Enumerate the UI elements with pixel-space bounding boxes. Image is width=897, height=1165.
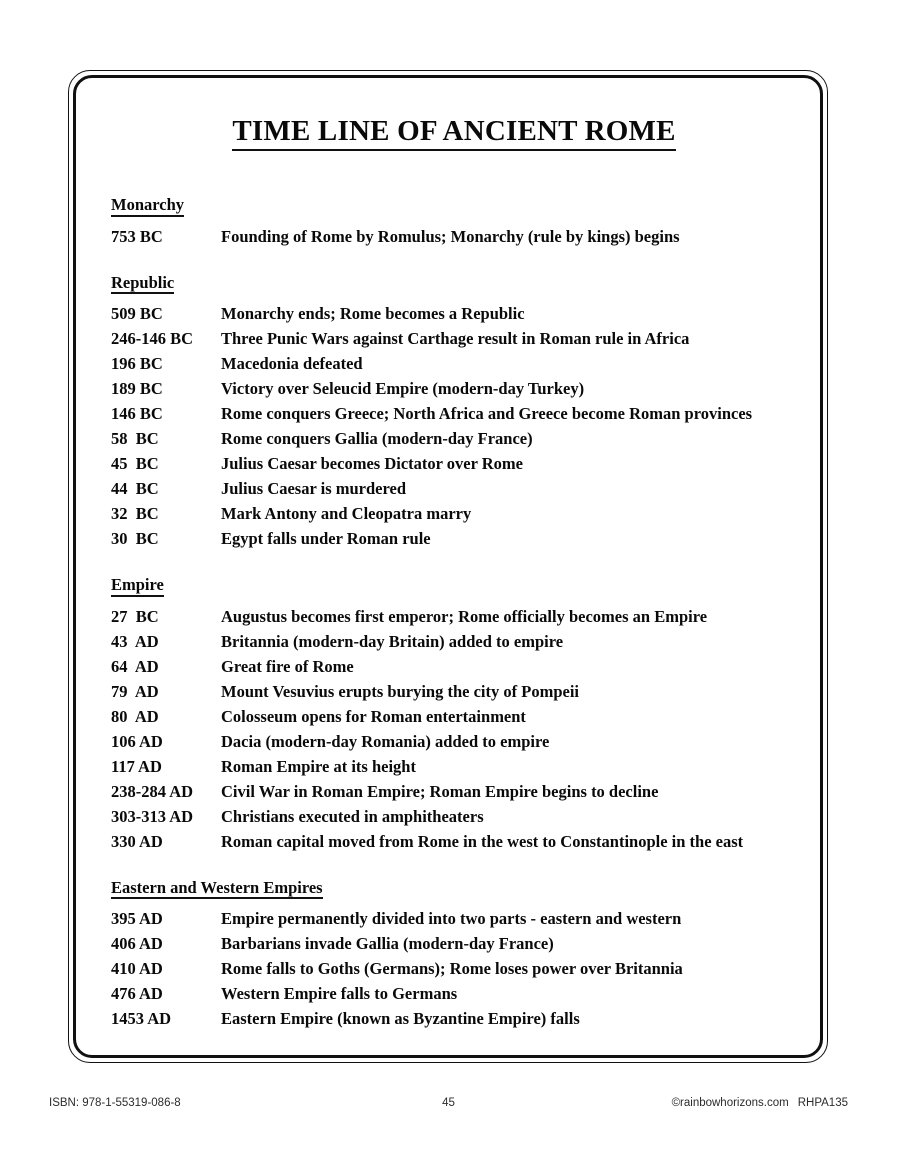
- timeline-entry: [111, 629, 799, 654]
- entry-description: Britannia (modern-day Britain) added to empire: [221, 631, 564, 651]
- entry-description: Macedonia defeated: [221, 354, 363, 373]
- entry-description: Egypt falls under Roman rule: [221, 529, 431, 548]
- timeline-entry: [111, 401, 799, 426]
- entry-year: 189 BC: [111, 379, 163, 398]
- footer-credit-site: ©rainbowhorizons.com: [671, 1097, 789, 1109]
- timeline-list: [109, 197, 799, 1031]
- entry-year: 30 BC: [111, 529, 159, 548]
- timeline-entry: [111, 679, 799, 704]
- page-title-text: TIME LINE OF ANCIENT ROME: [232, 115, 675, 151]
- entry-description: Empire permanently divided into two parts - eastern and western: [221, 909, 682, 928]
- timeline-entry: [111, 376, 799, 401]
- timeline-entry: [111, 729, 799, 754]
- entry-year: 32 BC: [111, 504, 159, 523]
- timeline-entry: [111, 604, 799, 629]
- entry-description: Christians executed in amphitheaters: [221, 806, 484, 826]
- section-heading: [111, 272, 799, 295]
- entry-description: Civil War in Roman Empire; Roman Empire begins to decline: [221, 781, 659, 801]
- timeline-entry: [111, 704, 799, 729]
- entry-description: Western Empire falls to Germans: [221, 984, 458, 1003]
- entry-year: 246-146 BC: [111, 329, 194, 348]
- timeline-entry: [111, 906, 799, 931]
- timeline-entry: [111, 326, 799, 351]
- entry-year: 238-284 AD: [111, 781, 194, 801]
- entry-year: 44 BC: [111, 479, 159, 498]
- page-content: [69, 71, 827, 1062]
- footer-isbn: ISBN: 978-1-55319-086-8: [49, 1097, 181, 1109]
- timeline-entry: [111, 476, 799, 501]
- timeline-entry: [111, 526, 799, 551]
- entry-year: 1453 AD: [111, 1009, 172, 1028]
- timeline-entry: [111, 1006, 799, 1031]
- entry-description: Barbarians invade Gallia (modern-day France): [221, 934, 554, 953]
- page-border-frame: [68, 70, 828, 1063]
- entry-description: Mark Antony and Cleopatra marry: [221, 504, 472, 523]
- section-heading-text: Republic: [111, 275, 174, 295]
- entry-description: Augustus becomes first emperor; Rome officially becomes an Empire: [221, 606, 708, 626]
- timeline-entry: [111, 301, 799, 326]
- page-title: [109, 115, 799, 153]
- entry-year: 196 BC: [111, 354, 163, 373]
- entry-year: 106 AD: [111, 731, 163, 751]
- entry-year: 410 AD: [111, 959, 163, 978]
- timeline-entry: [111, 426, 799, 451]
- footer-credit: [672, 1097, 848, 1109]
- entry-year: 406 AD: [111, 934, 163, 953]
- entry-description: Victory over Seleucid Empire (modern-day Turkey): [221, 379, 585, 398]
- timeline-section: [111, 197, 799, 249]
- timeline-entry: [111, 981, 799, 1006]
- entry-year: 509 BC: [111, 304, 163, 323]
- entry-year: 58 BC: [111, 429, 159, 448]
- timeline-section: [111, 272, 799, 552]
- timeline-entry: [111, 501, 799, 526]
- timeline-entry: [111, 779, 799, 804]
- entry-description: Rome falls to Goths (Germans); Rome loses power over Britannia: [221, 959, 683, 978]
- entry-year: 303-313 AD: [111, 806, 194, 826]
- entry-description: Great fire of Rome: [221, 656, 354, 676]
- section-heading: [111, 877, 799, 900]
- footer-page-number: 45: [442, 1097, 455, 1109]
- timeline-section: [111, 877, 799, 1032]
- entry-description: Mount Vesuvius erupts burying the city of Pompeii: [221, 681, 579, 701]
- timeline-entry: [111, 654, 799, 679]
- timeline-entry: [111, 829, 799, 854]
- entry-description: Rome conquers Greece; North Africa and Greece become Roman provinces: [221, 404, 753, 423]
- entry-description: Rome conquers Gallia (modern-day France): [221, 429, 533, 448]
- section-heading: [111, 577, 799, 597]
- entry-year: 79 AD: [111, 681, 159, 701]
- entry-year: 45 BC: [111, 454, 159, 473]
- timeline-section: [111, 577, 799, 854]
- entry-year: 43 AD: [111, 631, 159, 651]
- entry-year: 27 BC: [111, 606, 159, 626]
- entry-year: 753 BC: [111, 226, 163, 246]
- timeline-entry: [111, 224, 799, 249]
- section-heading-text: Empire: [111, 577, 164, 597]
- section-heading-text: Monarchy: [111, 197, 184, 217]
- timeline-entry: [111, 804, 799, 829]
- entry-year: 476 AD: [111, 984, 163, 1003]
- timeline-entry: [111, 956, 799, 981]
- timeline-entry: [111, 351, 799, 376]
- entry-year: 395 AD: [111, 909, 163, 928]
- entry-description: Monarchy ends; Rome becomes a Republic: [221, 304, 525, 323]
- footer-product-code: RHPA135: [797, 1097, 848, 1109]
- entry-year: 64 AD: [111, 656, 159, 676]
- section-heading: [111, 197, 799, 217]
- entry-description: Founding of Rome by Romulus; Monarchy (rule by kings) begins: [221, 226, 680, 246]
- entry-description: Julius Caesar is murdered: [221, 479, 407, 498]
- entry-year: 330 AD: [111, 831, 163, 851]
- entry-year: 146 BC: [111, 404, 163, 423]
- timeline-entry: [111, 931, 799, 956]
- entry-description: Dacia (modern-day Romania) added to empire: [221, 731, 550, 751]
- page-footer: [0, 1097, 897, 1119]
- section-heading-text: Eastern and Western Empires: [111, 880, 323, 900]
- entry-description: Julius Caesar becomes Dictator over Rome: [221, 454, 523, 473]
- entry-year: 117 AD: [111, 756, 162, 776]
- entry-description: Colosseum opens for Roman entertainment: [221, 706, 526, 726]
- entry-description: Eastern Empire (known as Byzantine Empire) falls: [221, 1009, 580, 1028]
- entry-description: Three Punic Wars against Carthage result in Roman rule in Africa: [221, 329, 690, 348]
- timeline-entry: [111, 754, 799, 779]
- entry-year: 80 AD: [111, 706, 159, 726]
- entry-description: Roman capital moved from Rome in the west to Constantinople in the east: [221, 831, 744, 851]
- entry-description: Roman Empire at its height: [221, 756, 416, 776]
- timeline-entry: [111, 451, 799, 476]
